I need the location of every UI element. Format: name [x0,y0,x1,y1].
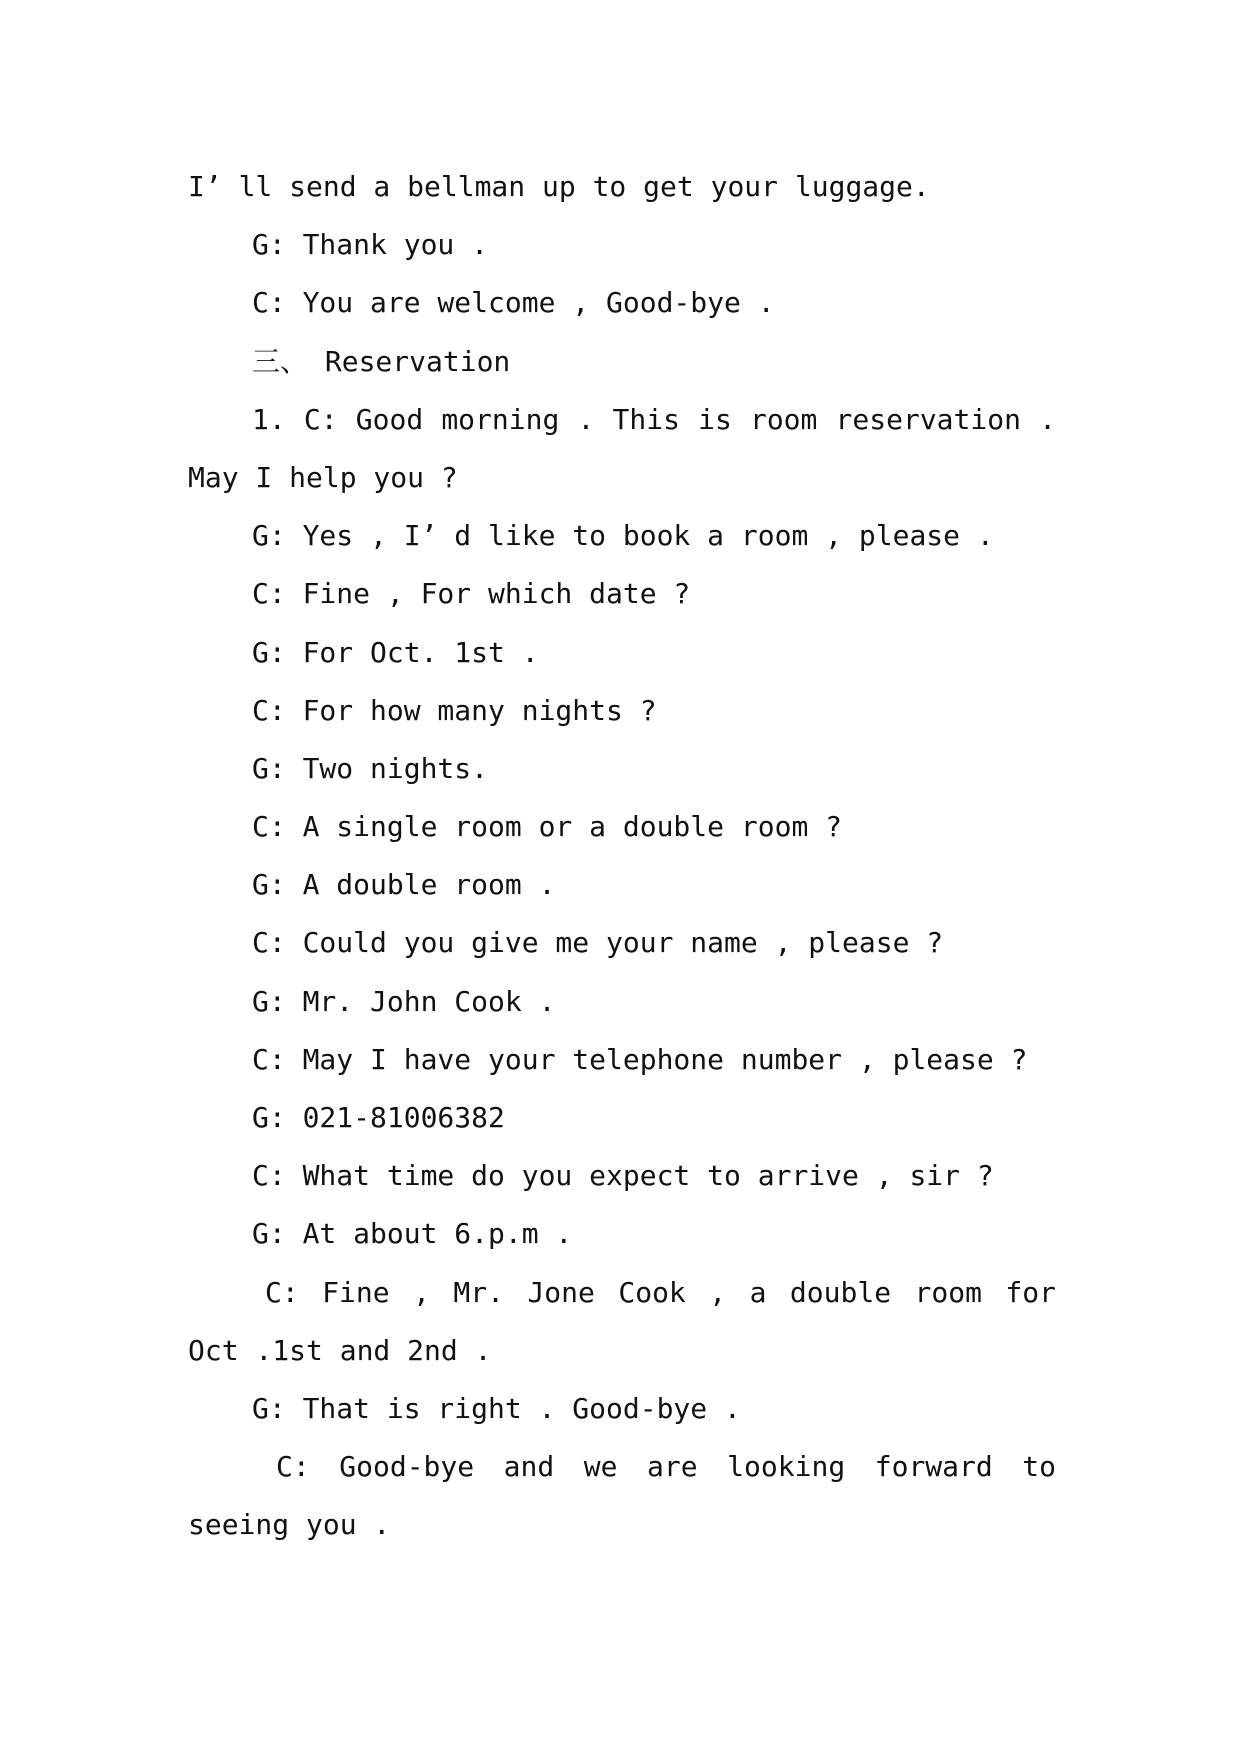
section-heading: 三、 Reservation [252,344,511,378]
text-line: G: Yes , I’ d like to book a room , please . [252,519,994,553]
dialogue-text [188,158,1056,1555]
text-line: G: Mr. John Cook . [252,984,556,1018]
text-line: G: A double room . [252,868,556,902]
text-line: I’ ll send a bellman up to get your luggage. [188,170,930,203]
text-line: C: May I have your telephone number , please ? [252,1042,1028,1076]
text-line: C: Good-bye and we are looking forward to [276,1450,1056,1484]
text-line: C: You are welcome , Good-bye . [252,286,775,320]
text-line: seeing you . [188,1508,391,1542]
text-line: C: For how many nights ? [252,693,657,727]
text-line: Oct .1st and 2nd . [188,1333,492,1367]
text-line: G: Thank you . [252,228,489,262]
text-line: G: At about 6.p.m . [252,1217,573,1251]
text-line: C: What time do you expect to arrive , sir ? [252,1159,994,1193]
text-line: C: Could you give me your name , please ? [252,926,944,960]
text-line: May I help you ? [188,460,458,494]
text-line: C: Fine , For which date ? [252,577,691,611]
text-line: C: A single room or a double room ? [252,810,843,844]
text-line: G: 021-81006382 [252,1101,505,1134]
text-line: G: Two nights. [252,751,489,785]
text-line: G: For Oct. 1st . [252,635,539,669]
text-line: G: That is right . Good-bye . [252,1391,741,1425]
text-line: C: Fine , Mr. Jone Cook , a double room for [265,1275,1056,1309]
text-line: 1. C: Good morning . This is room reservation . [252,402,1056,436]
